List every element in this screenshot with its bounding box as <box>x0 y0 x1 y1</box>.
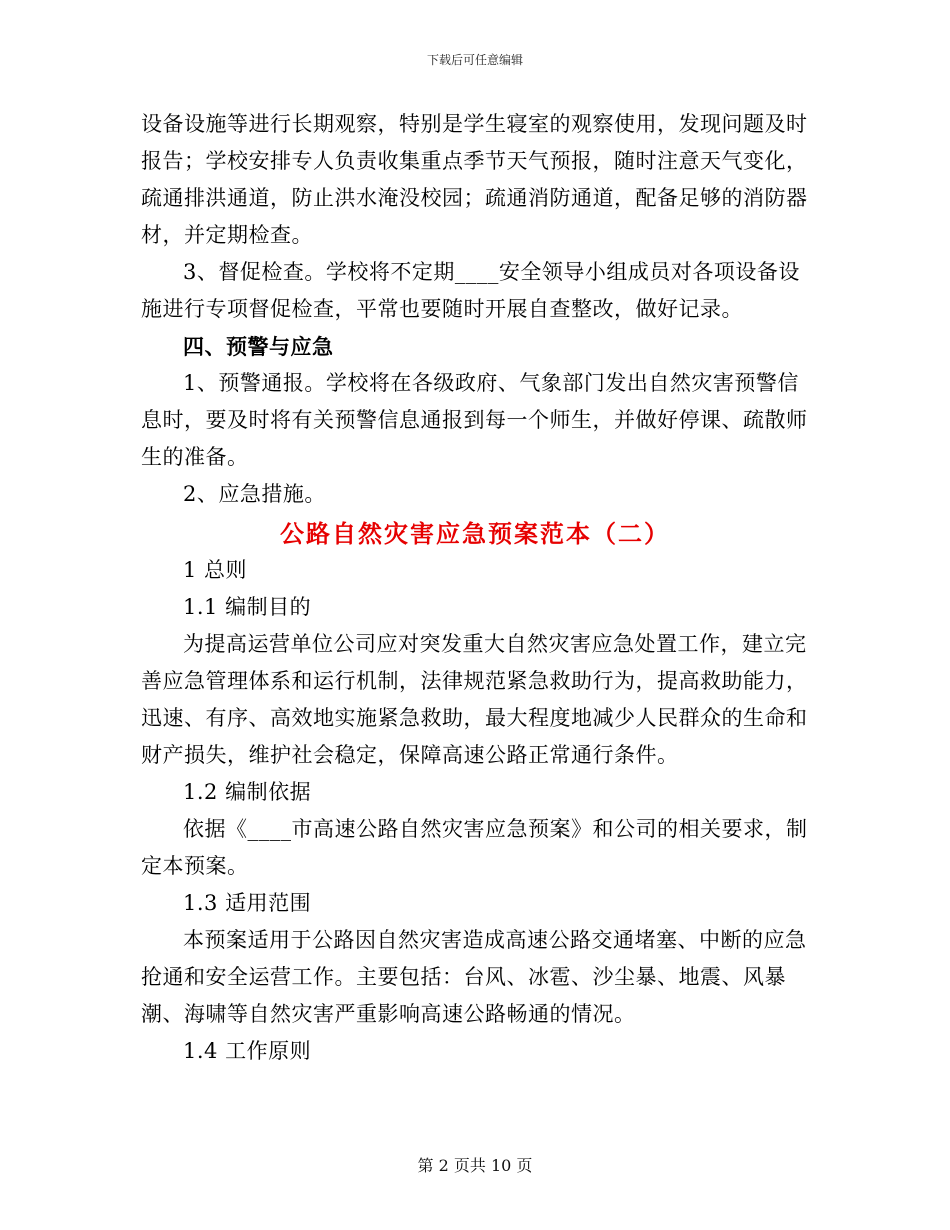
paragraph-supervision-check: 3、督促检查。学校将不定期____安全领导小组成员对各项设备设施进行专项督促检查，平常也要随时开展自查整改，做好记录。 <box>141 260 800 321</box>
section-general: 1 总则 <box>183 558 248 582</box>
page-header: 下载后可任意编辑 <box>426 53 523 67</box>
section-principles: 1.4 工作原则 <box>183 1039 312 1063</box>
paragraph-purpose: 为提高运营单位公司应对突发重大自然灾害应急处置工作，建立完善应急管理体系和运行机制，法律规范紧急救助行为，提高救助能力，迅速、有序、高效地实施紧急救助，最大程度地减少人民群众的生命和财产损失，维护社会稳定，保障高速公路正常通行条件。 <box>141 632 808 767</box>
section-heading-warning: 四、预警与应急 <box>183 334 334 359</box>
section-purpose: 1.1 编制目的 <box>183 595 312 619</box>
paragraph-scope: 本预案适用于公路因自然灾害造成高速公路交通堵塞、中断的应急抢通和安全运营工作。主要包括：台风、冰雹、沙尘暴、地震、风暴潮、海啸等自然灾害严重影响高速公路畅通的情况。 <box>141 928 807 1026</box>
paragraph-emergency-measures: 2、应急措施。 <box>183 482 326 506</box>
paragraph-basis: 依据《____市高速公路自然灾害应急预案》和公司的相关要求，制定本预案。 <box>141 817 808 878</box>
section-basis: 1.2 编制依据 <box>183 780 312 804</box>
document-body <box>141 106 809 1070</box>
paragraph-facility-observation: 设备设施等进行长期观察，特别是学生寝室的观察使用，发现问题及时报告；学校安排专人负责收集重点季节天气预报，随时注意天气变化，疏通排洪通道，防止洪水淹没校园；疏通消防通道，配备足够的消防器材，并定期检查。 <box>141 112 808 247</box>
page-footer: 第 2 页共 10 页 <box>417 1156 533 1175</box>
section-scope: 1.3 适用范围 <box>183 891 312 915</box>
document-title: 公路自然灾害应急预案范本（二） <box>280 519 670 548</box>
paragraph-warning-notice: 1、预警通报。学校将在各级政府、气象部门发出自然灾害预警信息时，要及时将有关预警信息通报到每一个师生，并做好停课、疏散师生的准备。 <box>141 371 808 469</box>
